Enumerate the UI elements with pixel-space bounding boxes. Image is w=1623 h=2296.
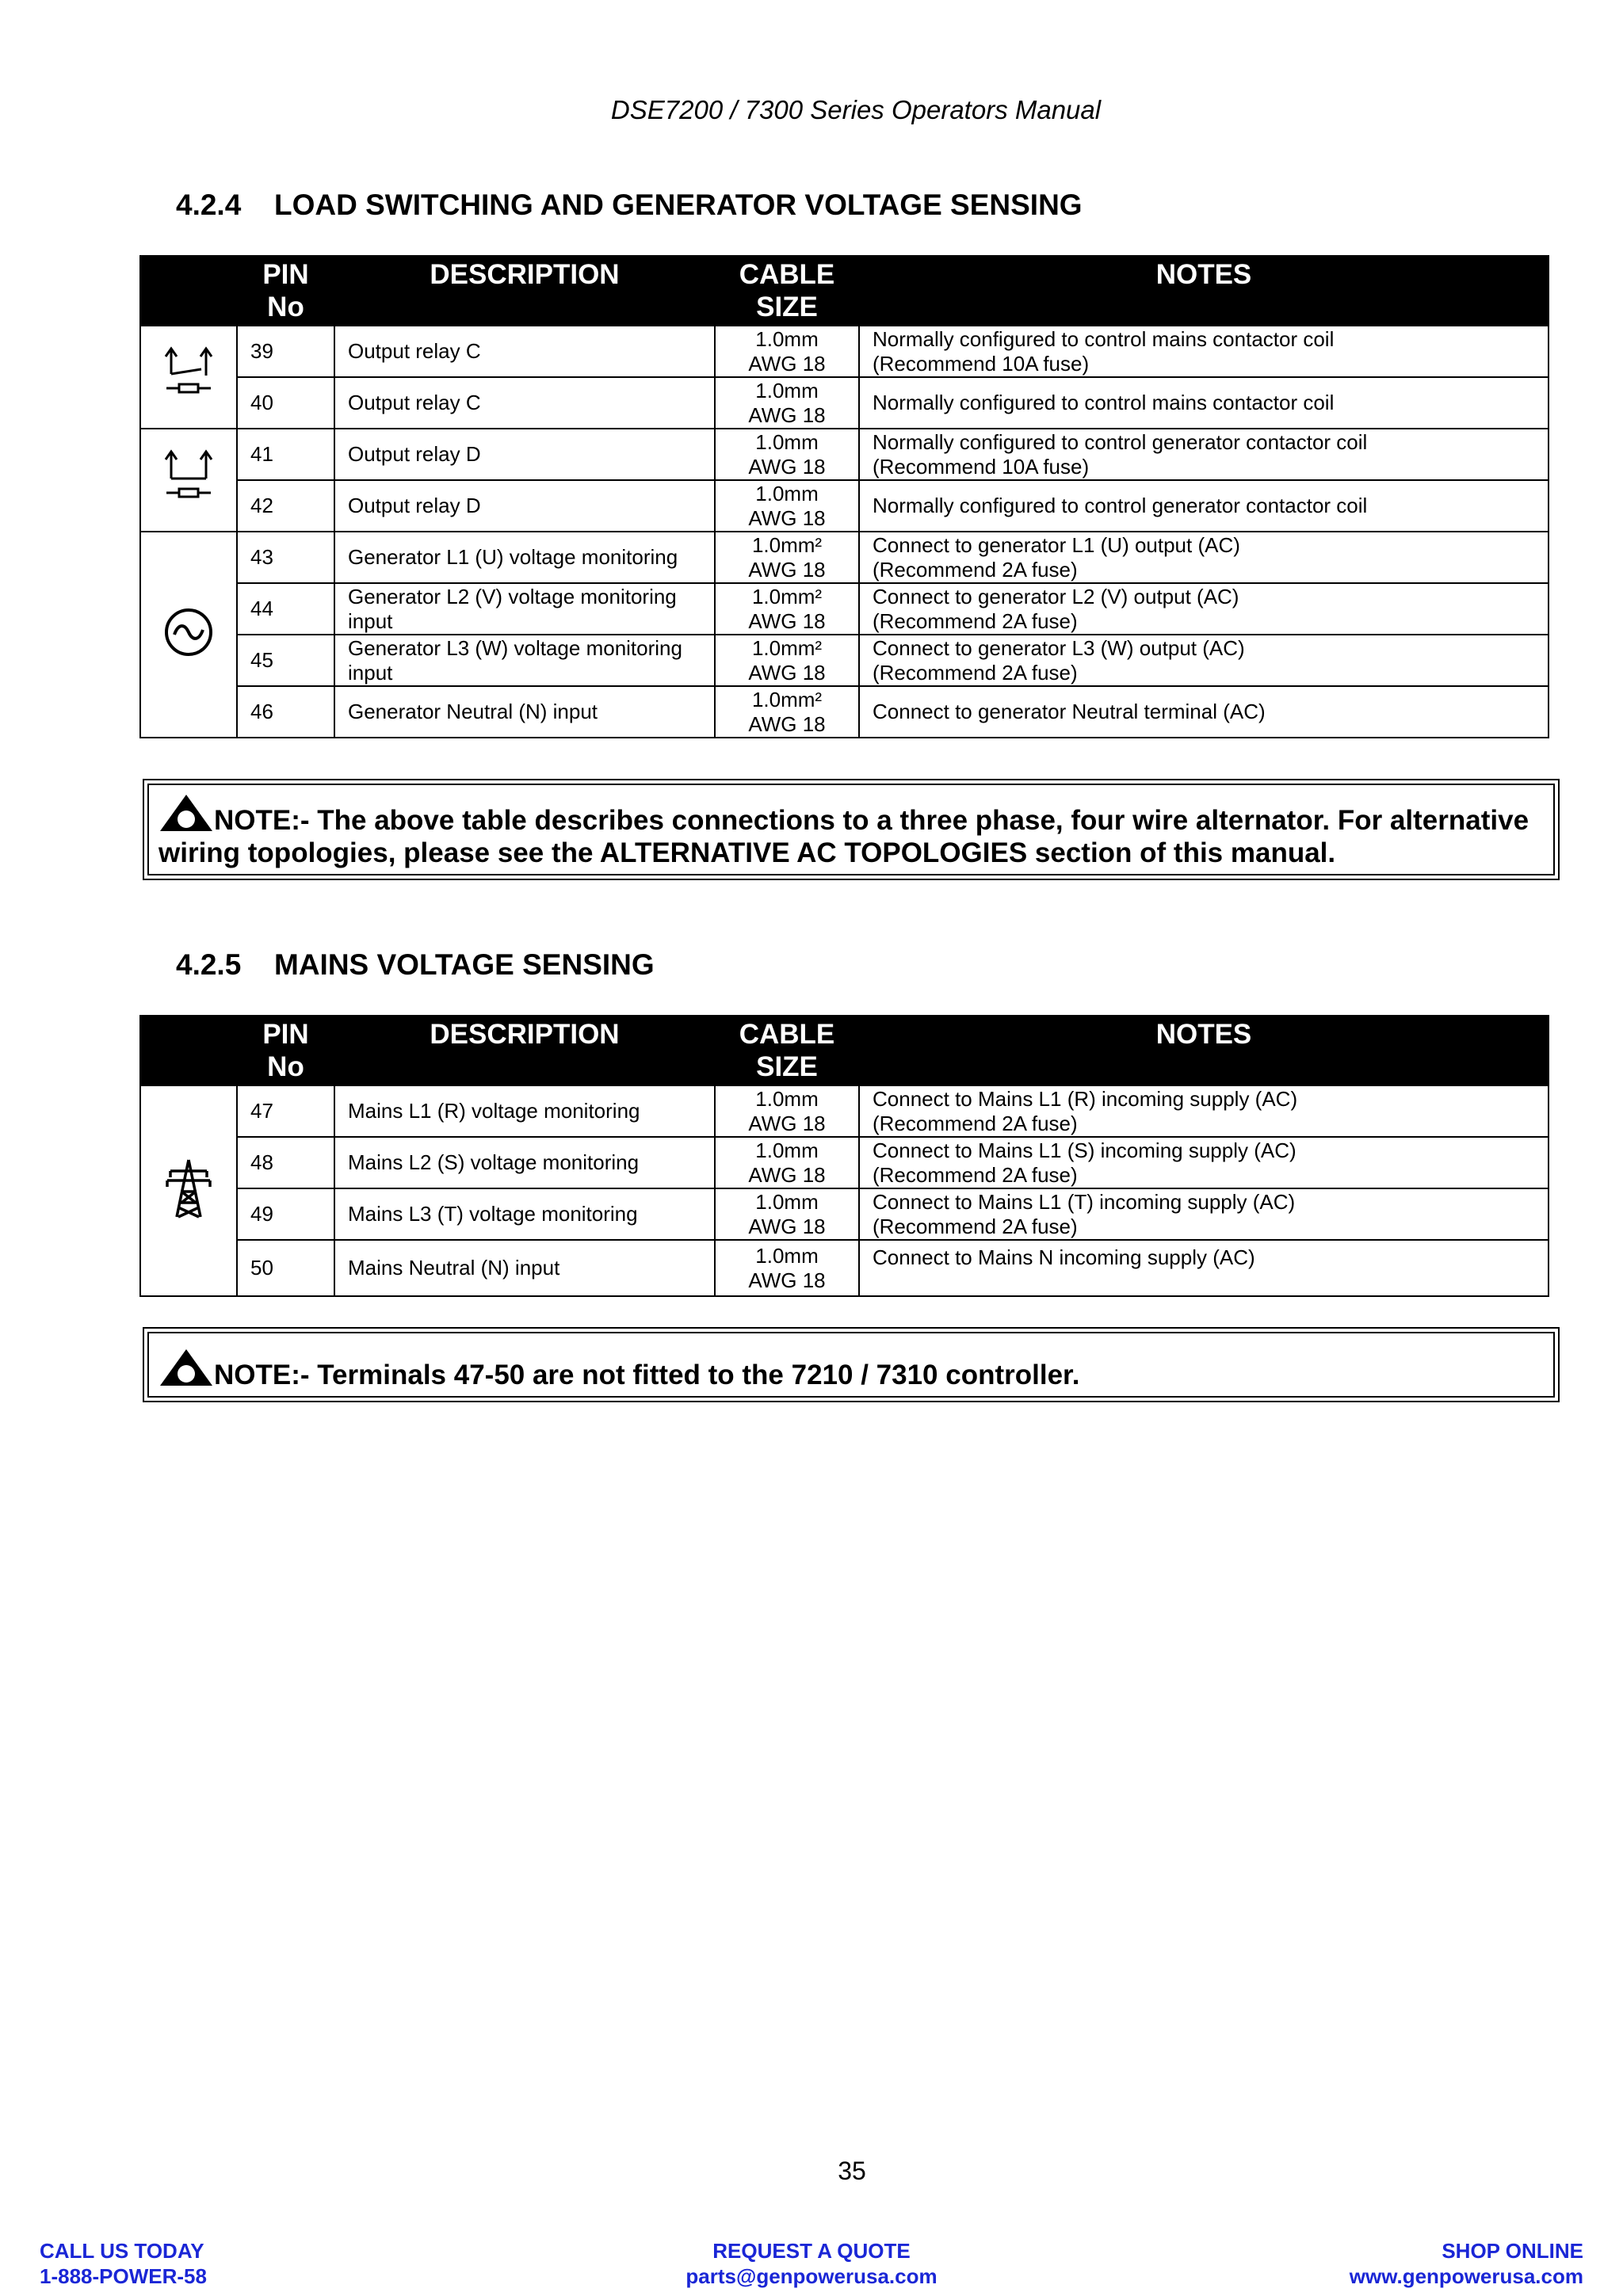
footer-phone-link[interactable]: 1-888-POWER-58: [40, 2264, 207, 2288]
table-row: [140, 583, 1549, 635]
pin-notes: Normally configured to control mains contactor coil (Recommend 10A fuse): [859, 326, 1549, 377]
cable-size: 1.0mm AWG 18: [715, 1137, 859, 1188]
header-icon-col: [140, 1016, 237, 1085]
cable-size: 1.0mm AWG 18: [715, 429, 859, 480]
relay-contact-icon: [157, 339, 220, 410]
header-description: DESCRIPTION: [334, 1016, 715, 1085]
header-pin: PIN No: [237, 1016, 334, 1085]
relay-contact-icon: [157, 442, 220, 513]
pin-number: 43: [237, 532, 334, 583]
table-row: [140, 429, 1549, 480]
footer-shop: [1350, 2238, 1583, 2289]
cable-size: 1.0mm AWG 18: [715, 1240, 859, 1296]
pin-number: 50: [237, 1240, 334, 1296]
cable-size: 1.0mm AWG 18: [715, 326, 859, 377]
cable-size: 1.0mm² AWG 18: [715, 583, 859, 635]
pin-notes: Connect to Mains L1 (S) incoming supply (AC) (Recommend 2A fuse): [859, 1137, 1549, 1188]
pin-number: 49: [237, 1188, 334, 1240]
table-header-row: [140, 256, 1549, 326]
relay-c-icon-cell: [140, 326, 237, 429]
footer-quote: [613, 2238, 1010, 2289]
cable-size: 1.0mm AWG 18: [715, 1085, 859, 1137]
warning-triangle-icon: [158, 793, 214, 833]
header-cable-size: CABLE SIZE: [715, 256, 859, 326]
note-box-alternative-topologies: [143, 779, 1560, 880]
table-header-row: [140, 1016, 1549, 1085]
footer-email-link[interactable]: parts@genpowerusa.com: [685, 2264, 938, 2288]
table-row: [140, 1240, 1549, 1296]
pin-notes: Normally configured to control mains contactor coil: [859, 377, 1549, 429]
cable-size: 1.0mm AWG 18: [715, 480, 859, 532]
pin-notes: Connect to Mains L1 (R) incoming supply (AC) (Recommend 2A fuse): [859, 1085, 1549, 1137]
pin-description: Output relay D: [334, 429, 715, 480]
pin-number: 42: [237, 480, 334, 532]
table-row: [140, 480, 1549, 532]
pin-notes: Normally configured to control generator contactor coil (Recommend 10A fuse): [859, 429, 1549, 480]
cable-size: 1.0mm AWG 18: [715, 377, 859, 429]
mains-voltage-table: [139, 1015, 1549, 1297]
header-pin: PIN No: [237, 256, 334, 326]
cable-size: 1.0mm² AWG 18: [715, 532, 859, 583]
section-number: 4.2.5: [176, 948, 242, 981]
table-row: [140, 1137, 1549, 1188]
pin-description: Generator L1 (U) voltage monitoring: [334, 532, 715, 583]
header-cable-size: CABLE SIZE: [715, 1016, 859, 1085]
footer-shop-label: SHOP ONLINE: [1442, 2239, 1583, 2263]
header-icon-col: [140, 256, 237, 326]
pin-number: 46: [237, 686, 334, 738]
generator-icon-cell: [140, 532, 237, 738]
note-box-terminals: [143, 1327, 1560, 1402]
page-number: 35: [838, 2157, 866, 2185]
footer-call: [40, 2238, 207, 2289]
power-pylon-icon: [161, 1157, 216, 1220]
table-row: [140, 377, 1549, 429]
footer-website-link[interactable]: www.genpowerusa.com: [1349, 2264, 1583, 2288]
footer-call-label: CALL US TODAY: [40, 2239, 204, 2263]
document-header-title: DSE7200 / 7300 Series Operators Manual: [610, 95, 1102, 124]
pin-number: 45: [237, 635, 334, 686]
table-row: [140, 1188, 1549, 1240]
pin-description: Mains L3 (T) voltage monitoring: [334, 1188, 715, 1240]
pin-description: Generator L2 (V) voltage monitoring input: [334, 583, 715, 635]
pin-description: Generator Neutral (N) input: [334, 686, 715, 738]
pin-notes: Connect to generator L2 (V) output (AC) (Recommend 2A fuse): [859, 583, 1549, 635]
pin-description: Generator L3 (W) voltage monitoring input: [334, 635, 715, 686]
cable-size: 1.0mm² AWG 18: [715, 686, 859, 738]
header-description: DESCRIPTION: [334, 256, 715, 326]
pin-notes: Connect to generator L1 (U) output (AC) (Recommend 2A fuse): [859, 532, 1549, 583]
pin-number: 39: [237, 326, 334, 377]
pin-notes: Connect to Mains N incoming supply (AC): [859, 1240, 1549, 1296]
header-notes: NOTES: [859, 256, 1549, 326]
table-row: [140, 1085, 1549, 1137]
pin-description: Mains Neutral (N) input: [334, 1240, 715, 1296]
table-row: [140, 686, 1549, 738]
pin-number: 47: [237, 1085, 334, 1137]
cable-size: 1.0mm AWG 18: [715, 1188, 859, 1240]
pin-notes: Connect to generator Neutral terminal (AC): [859, 686, 1549, 738]
pin-description: Output relay C: [334, 377, 715, 429]
pin-description: Mains L2 (S) voltage monitoring: [334, 1137, 715, 1188]
footer-quote-label: REQUEST A QUOTE: [712, 2239, 911, 2263]
mains-icon-cell: [140, 1085, 237, 1296]
relay-d-icon-cell: [140, 429, 237, 532]
warning-triangle-icon: [158, 1348, 214, 1387]
pin-notes: Connect to generator L3 (W) output (AC) (Recommend 2A fuse): [859, 635, 1549, 686]
section-title: LOAD SWITCHING AND GENERATOR VOLTAGE SENSING: [274, 189, 1083, 221]
table-row: [140, 635, 1549, 686]
section-number: 4.2.4: [176, 189, 242, 221]
pin-number: 41: [237, 429, 334, 480]
pin-number: 40: [237, 377, 334, 429]
pin-description: Output relay D: [334, 480, 715, 532]
note-text: NOTE:- The above table describes connections to a three phase, four wire alternator. For alternative wiring topologies, please see the ALTERNATIVE AC TOPOLOGIES section of this manual.: [158, 805, 1529, 868]
table-row: [140, 532, 1549, 583]
table-row: [140, 326, 1549, 377]
pin-description: Mains L1 (R) voltage monitoring: [334, 1085, 715, 1137]
section-title: MAINS VOLTAGE SENSING: [274, 948, 655, 981]
section-heading-4-2-5: [176, 948, 655, 982]
section-heading-4-2-4: [176, 189, 1083, 222]
pin-number: 44: [237, 583, 334, 635]
ac-sine-generator-icon: [161, 605, 216, 660]
cable-size: 1.0mm² AWG 18: [715, 635, 859, 686]
load-switching-table: [139, 255, 1549, 738]
pin-notes: Connect to Mains L1 (T) incoming supply (AC) (Recommend 2A fuse): [859, 1188, 1549, 1240]
note-text: NOTE:- Terminals 47-50 are not fitted to the 7210 / 7310 controller.: [214, 1360, 1080, 1390]
header-notes: NOTES: [859, 1016, 1549, 1085]
pin-notes: Normally configured to control generator contactor coil: [859, 480, 1549, 532]
pin-number: 48: [237, 1137, 334, 1188]
pin-description: Output relay C: [334, 326, 715, 377]
